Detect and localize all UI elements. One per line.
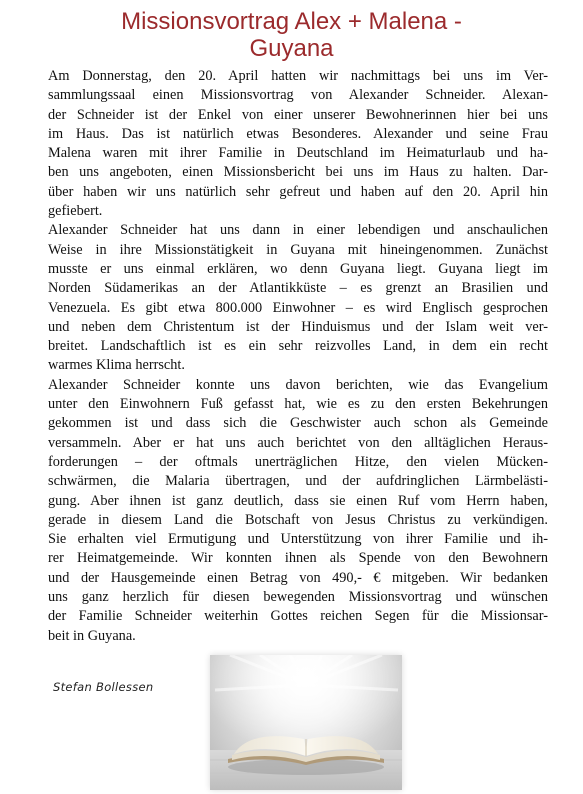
body-line: unter den Einwohnern Fuß gefasst hat, wie es zu den ersten Bekehrungen — [48, 396, 548, 413]
body-line: Malena waren mit ihrer Familie in Deutschland im Heimaturlaub und ha- — [48, 145, 548, 162]
body-line: der Schneider ist der Enkel von einer unserer Bewohnerinnen hier bei uns — [48, 106, 548, 123]
body-line: und neben dem Christentum ist der Hinduismus und der Islam weit ver- — [48, 318, 548, 335]
body-line: im Haus. Das ist natürlich etwas Besonderes. Alexander und seine Frau — [48, 125, 548, 142]
body-line: gefiebert. — [48, 203, 103, 220]
body-line: gekommen ist und dass sich die Geschwister auch schon als Gemeinde — [48, 415, 548, 432]
open-book-icon — [210, 655, 402, 790]
body-line: versammeln. Aber er hat uns auch berichtet von den alltäglichen Heraus- — [48, 434, 548, 451]
body-line: Venezuela. Es gibt etwa 800.000 Einwohner – es wird Englisch gesprochen — [48, 299, 548, 316]
body-line: über haben wir uns natürlich sehr gefreut und haben auf den 20. April hin — [48, 183, 548, 200]
body-line: der Familie Schneider weiterhin Gottes reichen Segen für die Missionsar- — [48, 608, 548, 625]
body-line: und der Hausgemeinde einen Betrag von 490,- € mitgeben. Wir bedanken — [48, 569, 548, 586]
open-book-image — [210, 655, 402, 790]
body-line: Alexander Schneider konnte uns davon berichten, wie das Evangelium — [48, 376, 548, 393]
body-line: breitet. Landschaftlich ist es ein sehr reizvolles Land, in dem ein recht — [48, 338, 548, 355]
body-line: uns ganz herzlich für diesen bewegenden Missionsvortrag und wünschen — [48, 589, 548, 606]
body-line: Sie erhalten viel Ermutigung und Unterstützung von ihrer Familie und ih- — [48, 531, 548, 548]
body-line: musste er uns einmal erklären, wo denn Guyana liegt. Guyana liegt im — [48, 260, 548, 277]
body-line: schwärmen, die Malaria übertragen, und der aufdringlichen Lärmbelästi- — [48, 473, 548, 490]
body-line: Am Donnerstag, den 20. April hatten wir nachmittags bei uns im Ver- — [48, 68, 548, 84]
body-line: forderungen – der oftmals unerträglichen Hitze, den vielen Mücken- — [48, 453, 548, 470]
body-line: sammlungssaal einen Missionsvortrag von Alexander Schneider. Alexan- — [48, 87, 548, 104]
body-line: gerade in diesem Land die Botschaft von Jesus Christus zu verkündigen. — [48, 511, 548, 528]
body-line: beit in Guyana. — [48, 627, 136, 644]
title-line-2: Guyana — [249, 35, 334, 62]
body-line: ben uns angeboten, einen Missionsbericht bei uns im Haus zu halten. Dar- — [48, 164, 548, 181]
article-body — [48, 67, 548, 646]
page-title — [0, 8, 583, 62]
body-line: Alexander Schneider hat uns dann in einer lebendigen und anschaulichen — [48, 222, 548, 239]
body-line: Norden Südamerikas an der Atlantikküste – es grenzt an Brasilien und — [48, 280, 548, 297]
body-line: Weise in ihre Missionstätigkeit in Guyana mit hineingenommen. Zunächst — [48, 241, 548, 258]
title-line-1: Missionsvortrag Alex + Malena - — [121, 8, 462, 35]
body-line: gung. Aber ihnen ist ganz deutlich, dass sie einen Ruf vom Herrn haben, — [48, 492, 548, 509]
body-line: warmes Klima herrscht. — [48, 357, 185, 374]
body-line: rer Heimatgemeinde. Wir konnten ihnen als Spende von den Bewohnern — [48, 550, 548, 567]
author-signature: Stefan Bollessen — [53, 680, 154, 694]
